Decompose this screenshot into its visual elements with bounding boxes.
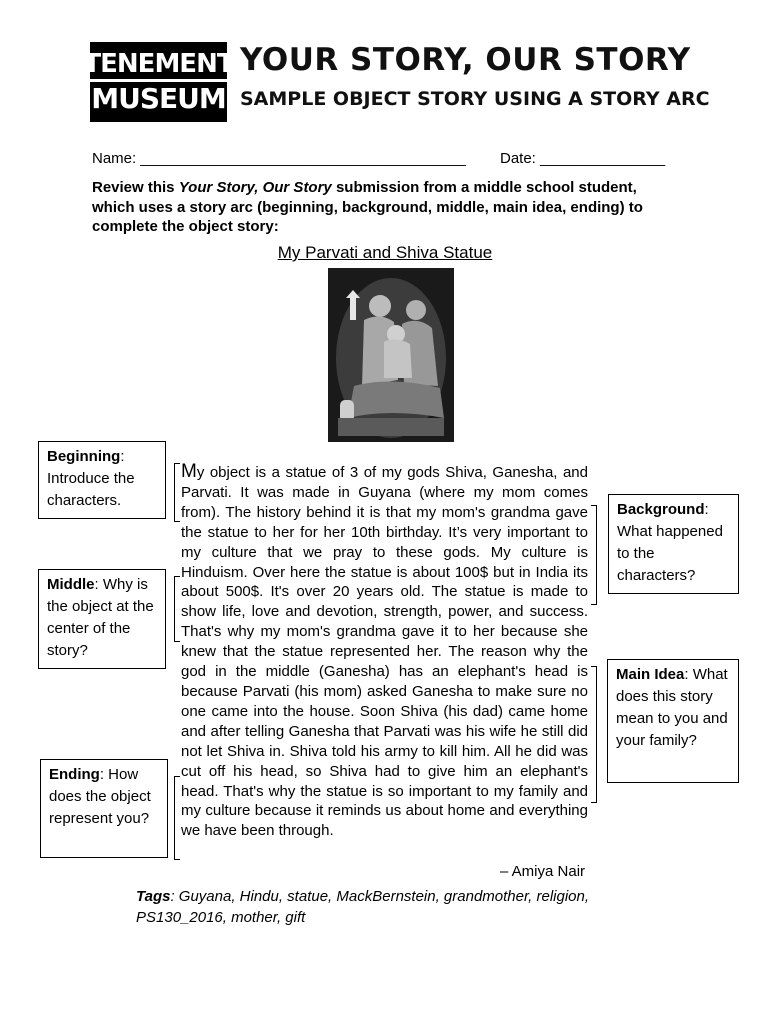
ending-note (40, 759, 168, 858)
beginning-bracket (174, 463, 180, 522)
statue-illustration (328, 268, 454, 442)
middle-label: Middle (47, 576, 95, 593)
instructions-part1: Review this (92, 179, 179, 196)
story-body: y object is a statue of 3 of my gods Shiva, Ganesha, and Parvati. It was made in Guyana (where my mom comes from). The history behind it is that my mom's grandma gave the statue to her for her 10th birthday. It’s very important to my culture that we pray to these gods. My culture is Hinduism. Over here the statue is about 100$ but in India its about 500$. It's over 20 years old. The statue is made to show life, love and devotion, strength, power, and success. That's why my mom's grandma gave it to her because she knew that the statue represented her. The reason why the god in the middle (Ganesha) has an elephant's head is because Parvati (his mom) asked Ganesha to make sure no one came into the house. Soon Shiva (his dad) came home and after telling Ganesha that Parvati was his wife he still did not let Shiva in. Shiva told his army to kill him. All he did was cut off his head, so Shiva had to give him an elephant's head. That's why the statue is so important to my family and my culture because it reminds us about home and everything we have been through. (181, 464, 588, 840)
story-title: My Parvati and Shiva Statue (277, 243, 493, 262)
background-note (608, 494, 739, 594)
ending-label: Ending (49, 766, 100, 783)
name-field: Name: _______________________________________ (92, 150, 466, 167)
instructions-part2: submission from a middle school student, which uses a story arc (beginning, background, middle, main idea, ending) to complete the object story: (92, 179, 643, 235)
logo-line2: MUSEUM (91, 81, 226, 115)
tenement-museum-logo (83, 42, 234, 122)
main-idea-note (607, 659, 739, 783)
ending-bracket (174, 776, 180, 860)
background-bracket (591, 505, 597, 605)
tags-label: Tags (136, 888, 171, 905)
middle-text: : Why is the object at the center of the story? (47, 576, 154, 659)
beginning-label: Beginning (47, 448, 121, 465)
background-label: Background (617, 501, 705, 518)
beginning-text: : Introduce the characters. (47, 448, 135, 509)
ending-text: : How does the object represent you? (49, 766, 151, 827)
date-field: Date: _______________ (500, 150, 666, 167)
tags-text: : Guyana, Hindu, statue, MackBernstein, grandmother, religion, PS130_2016, mother, gift (136, 888, 590, 926)
tags (136, 886, 656, 928)
page-subtitle: SAMPLE OBJECT STORY USING A STORY ARC (240, 88, 710, 110)
main-idea-text: : What does this story mean to you and your family? (616, 666, 728, 749)
middle-note (38, 569, 166, 669)
instructions-italic: Your Story, Our Story (178, 179, 332, 196)
story-text (181, 462, 588, 841)
main-idea-bracket (591, 666, 597, 803)
background-text: : What happened to the characters? (617, 501, 723, 584)
story-dropcap: M (181, 461, 197, 482)
author: – Amiya Nair (500, 863, 586, 880)
beginning-note (38, 441, 166, 519)
main-idea-label: Main Idea (616, 666, 685, 683)
logo-line1: TENEMENT (81, 49, 235, 82)
statue-photo (328, 268, 454, 442)
middle-bracket (174, 576, 180, 642)
instructions (92, 178, 652, 237)
page-title: YOUR STORY, OUR STORY (240, 42, 691, 78)
